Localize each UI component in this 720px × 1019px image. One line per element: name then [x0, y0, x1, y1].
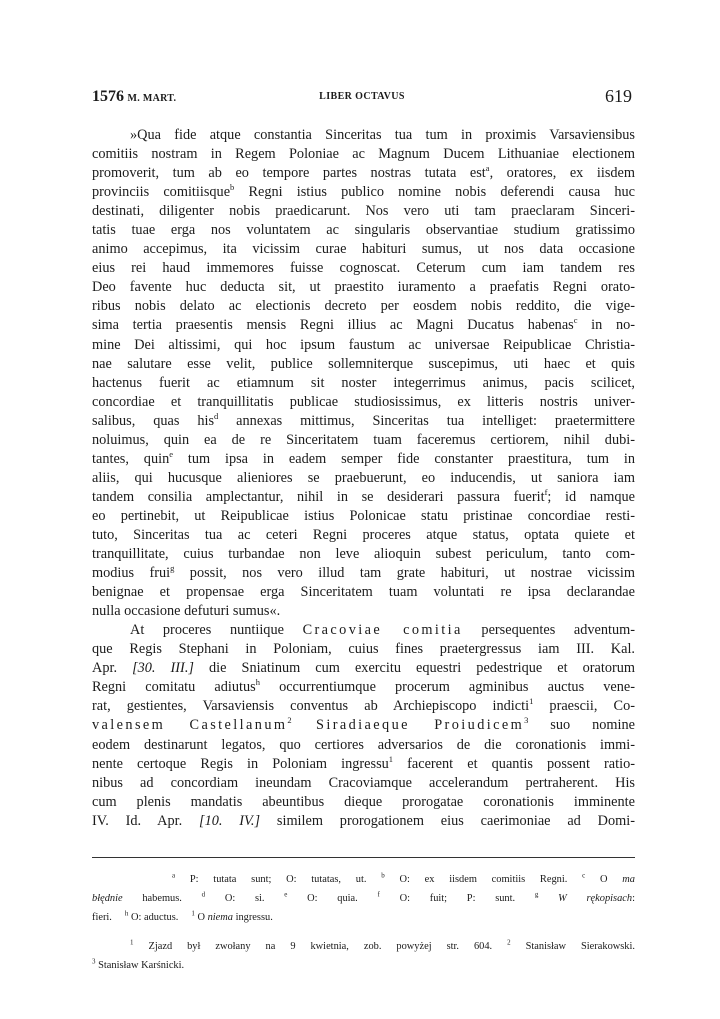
- footnote-rule: [92, 857, 635, 858]
- text-line: tandem consilia amplectantur, nihil in se desiderari passura fuerit$^f$; id namque: [92, 487, 636, 505]
- text-line: eo pertinebit, ut Reipublicae istius Polonicae statu pristinae concordiae resti-: [92, 507, 635, 524]
- text-line: noluimus, quin ea de re Sinceritatem tuam faceremus certiorem, nihil dubi-: [92, 431, 635, 448]
- text-line: nibus ad concordiam ineundam Cracoviamque accelerandum pertraherent. His: [92, 774, 635, 791]
- footnote-mark: c: [573, 315, 578, 326]
- text-line: nulla occasione defuturi sumus«.: [92, 603, 281, 620]
- text-line: »Qua fide atque constantia Sinceritas tua tum in proximis Varsaviensibus: [130, 127, 635, 143]
- spaced-emphasis: Cracoviae comitia: [302, 622, 463, 639]
- spaced-emphasis: Siradiaeque Proiudicem: [291, 717, 525, 734]
- text-line: animo accepimus, ita vicissim curae habituri sumus, ut nos data occasione: [92, 241, 635, 258]
- text-line: provinciis comitiisque$^b$ Regni istius publico nomine nobis deferendi causa huc: [92, 182, 635, 201]
- footnote-mark: h: [255, 677, 260, 688]
- editorial-date: [10. IV.]: [199, 812, 261, 829]
- text-line: tranquillitate, cuius turbandae non leve alioquin subest periculum, tanto com-: [92, 546, 635, 563]
- text-line: sima tertia praesentis mensis Regni illius ac Magni Ducatus habenas$^c$ in no-: [92, 315, 636, 334]
- footnote-mark: d: [214, 410, 219, 421]
- header-book-title: LIBER OCTAVUS: [319, 91, 405, 102]
- running-header: [92, 86, 632, 112]
- footnote-mark: 1: [388, 753, 394, 764]
- footnote-line: $^a$ P: tutata sunt; O: tutatas, ut. $^b$ O: ex iisdem comitiis Regni. $^c$ O ma: [172, 871, 635, 885]
- footnote-mark: a: [485, 163, 490, 174]
- footnote-line: fieri. $^h$ O: aductus. $^1$ O niema ingressu.: [92, 909, 273, 923]
- text-line: promoverit, tum ab eo tempore partes nostras tutata est$^a$, oratores, ex iisdem: [92, 163, 635, 182]
- spaced-emphasis: valensem Castellanum: [92, 717, 288, 734]
- editorial-date: [30. III.]: [132, 660, 194, 677]
- text-line: mine Dei altissimi, qui hoc ipsum faustum ac universae Reipublicae Christia-: [92, 336, 635, 353]
- text-line: eodem destinarunt legatos, quo certiores adversarios de die coronationis immi-: [92, 736, 635, 753]
- text-line: ribus nobis delato ac electionis decreto per eosdem nobis reddito, die vige-: [92, 298, 635, 315]
- text-line: nae salutare esse velit, publice sollemniterque suscepimus, uti haec et quis: [92, 355, 635, 372]
- text-line: IV. Id. Apr. [10. IV.] similem prorogationem eius caerimoniae ad Domi-: [92, 812, 635, 829]
- footnotes: [92, 870, 635, 975]
- footnote-line: błędnie habemus. $^d$ O: si. $^e$ O: quia. $^f$ O: fuit; P: sunt. $^g$ W rękopisach:: [92, 890, 635, 904]
- text-line: hactenus fuerit ac etiamnum sit noster integerrimus animus, pacis scilicet,: [92, 374, 635, 391]
- text-line: Regni comitatu adiutus$^h$ occurrentiumque procerum agminibus auctus vene-: [92, 677, 635, 696]
- text-line: eius rei haud immemores fuisse cognoscat. Ceterum cum iam tandem res: [92, 260, 635, 277]
- text-line: destinati, diligenter nobis praedicarunt. Nos vero uti tam praeclaram Sinceri-: [92, 203, 635, 220]
- text-line: Apr. [30. III.] die Sniatinum cum exercitu equestri pedestrique et oratorum: [92, 660, 636, 677]
- text-line: rat, gestientes, Varsaviensis conventus ab Archiepiscopo indicti$^1$ praescii, Co-: [92, 696, 636, 715]
- text-line: que Regis Stephani in Poloniam, cuius fines praetergressus iam III. Kal.: [92, 641, 635, 658]
- footnote-mark: b: [230, 182, 235, 193]
- header-date: 1576 M. MART.: [92, 88, 177, 105]
- text-line: At proceres nuntiique Cracoviae comitia persequentes adventum-: [130, 622, 636, 639]
- footnote-line: $^1$ Zjazd był zwołany na 9 kwietnia, zob. powyżej str. 604. $^2$ Stanisław Sierakowski.: [130, 938, 635, 952]
- footnote-line: $^3$ Stanisław Karśnicki.: [92, 957, 185, 971]
- text-line: cum plenis mandatis abeuntibus dieque prorogatae coronationis imminente: [92, 793, 635, 810]
- text-line: aliis, qui hucusque alieniores se praebuerunt, eo inducendis, ut saniora iam: [92, 469, 635, 486]
- main-text: [92, 126, 635, 831]
- footnote-mark: f: [544, 487, 548, 498]
- text-line: Deo favente huc deducta sit, ut praestito iuramento a praefatis Regni orato-: [92, 279, 635, 296]
- footnote-mark: 3: [524, 715, 529, 726]
- text-line: salibus, quas his$^d$ annexas mittimus, Sinceritas tua intelliget: praetermittere: [92, 410, 636, 429]
- page-number: 619: [605, 86, 632, 106]
- text-line: comitiis nostram in Regem Poloniae ac Magnum Ducem Lithuaniae electionem: [92, 146, 635, 163]
- text-line: tuto, Sinceritas tua ac ceteri Regni proceres atque status, optata quiete et: [92, 526, 635, 543]
- text-line: modius frui$^g$ possit, nos vero illud tam grate habituri, ut nostrae vicissim: [92, 563, 635, 582]
- text-line: tantes, quin$^e$ tum ipsa in eadem semper fide constanter praestitura, tum in: [92, 449, 635, 467]
- text-line: nente certoque Regis in Poloniam ingressu$^1$ facerent et quantis possent ratio-: [92, 753, 635, 772]
- text-line: benignae et propensae erga Sinceritatem tuam voluntati re ipsa declarandae: [92, 584, 635, 601]
- footnote-mark: 2: [287, 715, 292, 726]
- text-line: tatis tuae erga nos voluntatem ac singularis observantiae studium gratissimo: [92, 222, 635, 239]
- text-line: concordiae et tranquillitatis publicae studiosissimus, ex litteris nostris univer-: [92, 393, 635, 410]
- footnote-mark: e: [169, 449, 173, 460]
- footnote-mark: g: [170, 563, 175, 574]
- text-line: valensem Castellanum$^2$ Siradiaeque Proiudicem$^3$ suo nomine: [92, 715, 635, 734]
- footnote-mark: 1: [529, 696, 534, 707]
